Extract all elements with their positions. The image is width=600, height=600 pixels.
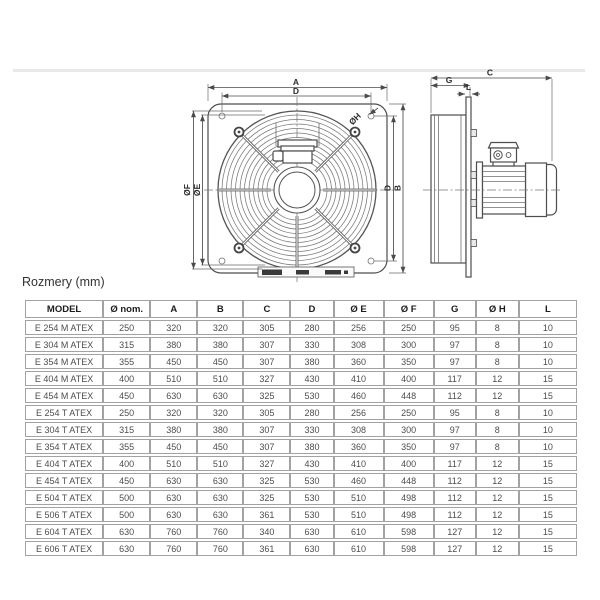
table-cell: E 354 T ATEX bbox=[25, 439, 103, 454]
column-header: Ø H bbox=[476, 300, 519, 318]
table-cell: 320 bbox=[197, 320, 243, 335]
table-cell: E 304 T ATEX bbox=[25, 422, 103, 437]
table-cell: 355 bbox=[103, 439, 150, 454]
column-header: A bbox=[150, 300, 197, 318]
table-cell: E 354 M ATEX bbox=[25, 354, 103, 369]
column-header: C bbox=[243, 300, 290, 318]
table-cell: 380 bbox=[150, 337, 197, 352]
table-cell: 315 bbox=[103, 337, 150, 352]
table-cell: 127 bbox=[434, 524, 476, 539]
table-cell: 380 bbox=[150, 422, 197, 437]
svg-text:C: C bbox=[486, 67, 494, 78]
table-cell: 355 bbox=[103, 354, 150, 369]
table-cell: 15 bbox=[519, 507, 577, 522]
table-cell: 308 bbox=[334, 337, 384, 352]
table-cell: 760 bbox=[197, 524, 243, 539]
table-cell: 325 bbox=[243, 388, 290, 403]
table-cell: 315 bbox=[103, 422, 150, 437]
table-cell: E 504 T ATEX bbox=[25, 490, 103, 505]
table-cell: 500 bbox=[103, 490, 150, 505]
table-row bbox=[25, 439, 577, 454]
table-cell: 8 bbox=[476, 354, 519, 369]
table-cell: 307 bbox=[243, 422, 290, 437]
table-cell: 15 bbox=[519, 541, 577, 556]
table-cell: 12 bbox=[476, 507, 519, 522]
table-cell: 360 bbox=[334, 354, 384, 369]
column-header: MODEL bbox=[25, 300, 103, 318]
table-cell: 400 bbox=[384, 456, 434, 471]
table-cell: 112 bbox=[434, 490, 476, 505]
table-cell: 307 bbox=[243, 337, 290, 352]
table-cell: 330 bbox=[290, 422, 333, 437]
table-cell: 112 bbox=[434, 507, 476, 522]
table-row bbox=[25, 473, 577, 488]
table-cell: 256 bbox=[334, 320, 384, 335]
table-cell: 760 bbox=[150, 541, 197, 556]
table-cell: 10 bbox=[519, 422, 577, 437]
column-header: Ø F bbox=[384, 300, 434, 318]
svg-text:G: G bbox=[445, 75, 453, 85]
table-cell: 360 bbox=[334, 439, 384, 454]
table-cell: 8 bbox=[476, 405, 519, 420]
table-cell: 510 bbox=[197, 371, 243, 386]
table-cell: 498 bbox=[384, 507, 434, 522]
table-cell: E 404 M ATEX bbox=[25, 371, 103, 386]
table-cell: 12 bbox=[476, 371, 519, 386]
table-cell: 350 bbox=[384, 354, 434, 369]
table-cell: 320 bbox=[197, 405, 243, 420]
table-cell: 250 bbox=[103, 320, 150, 335]
table-cell: 256 bbox=[334, 405, 384, 420]
cable-gland bbox=[494, 151, 502, 159]
table-cell: 510 bbox=[334, 507, 384, 522]
plate-bolts bbox=[471, 130, 477, 247]
table-cell: 400 bbox=[384, 371, 434, 386]
table-cell: 448 bbox=[384, 388, 434, 403]
table-cell: 15 bbox=[519, 371, 577, 386]
table-cell: 450 bbox=[150, 439, 197, 454]
column-header: D bbox=[290, 300, 333, 318]
table-cell: 630 bbox=[290, 524, 333, 539]
table-row bbox=[25, 405, 577, 420]
table-cell: 8 bbox=[476, 422, 519, 437]
header-row bbox=[25, 300, 577, 318]
terminal-box-side bbox=[489, 143, 519, 163]
table-cell: 308 bbox=[334, 422, 384, 437]
table-cell: 320 bbox=[150, 320, 197, 335]
table-cell: 610 bbox=[334, 541, 384, 556]
table-cell: 630 bbox=[290, 541, 333, 556]
table-cell: 250 bbox=[384, 320, 434, 335]
table-cell: 12 bbox=[476, 490, 519, 505]
table-cell: 630 bbox=[197, 490, 243, 505]
table-cell: 95 bbox=[434, 320, 476, 335]
motor bbox=[477, 161, 557, 218]
table-cell: 530 bbox=[290, 490, 333, 505]
table-row bbox=[25, 507, 577, 522]
table-cell: 460 bbox=[334, 473, 384, 488]
table-cell: 350 bbox=[384, 439, 434, 454]
table-cell: 450 bbox=[103, 473, 150, 488]
table-cell: 12 bbox=[476, 473, 519, 488]
table-cell: 430 bbox=[290, 456, 333, 471]
column-header: Ø E bbox=[334, 300, 384, 318]
table-cell: E 604 T ATEX bbox=[25, 524, 103, 539]
table-row bbox=[25, 422, 577, 437]
table-cell: 630 bbox=[197, 388, 243, 403]
table-cell: 117 bbox=[434, 371, 476, 386]
table-cell: 760 bbox=[150, 524, 197, 539]
table-cell: 8 bbox=[476, 337, 519, 352]
table-cell: 410 bbox=[334, 371, 384, 386]
table-cell: 117 bbox=[434, 456, 476, 471]
table-cell: E 606 T ATEX bbox=[25, 541, 103, 556]
table-cell: 10 bbox=[519, 320, 577, 335]
table-cell: 530 bbox=[290, 473, 333, 488]
table-cell: 97 bbox=[434, 354, 476, 369]
table-cell: 460 bbox=[334, 388, 384, 403]
table-cell: 12 bbox=[476, 388, 519, 403]
table-cell: 327 bbox=[243, 371, 290, 386]
table-cell: 760 bbox=[197, 541, 243, 556]
table-cell: 410 bbox=[334, 456, 384, 471]
table-cell: 15 bbox=[519, 456, 577, 471]
column-header: G bbox=[434, 300, 476, 318]
table-row bbox=[25, 354, 577, 369]
table-cell: 300 bbox=[384, 422, 434, 437]
table-cell: 450 bbox=[150, 354, 197, 369]
table-cell: 112 bbox=[434, 388, 476, 403]
table-cell: 630 bbox=[197, 473, 243, 488]
table-row bbox=[25, 524, 577, 539]
table-cell: 630 bbox=[103, 541, 150, 556]
table-cell: E 254 T ATEX bbox=[25, 405, 103, 420]
table-cell: E 304 M ATEX bbox=[25, 337, 103, 352]
dimensions-table-wrap bbox=[25, 298, 577, 558]
table-cell: 510 bbox=[197, 456, 243, 471]
table-cell: 510 bbox=[150, 456, 197, 471]
page-title: Rozmery (mm) bbox=[22, 275, 105, 289]
table-row bbox=[25, 490, 577, 505]
svg-text:A: A bbox=[292, 77, 300, 87]
svg-text:D: D bbox=[382, 184, 393, 192]
table-cell: 340 bbox=[243, 524, 290, 539]
table-cell: 300 bbox=[384, 337, 434, 352]
dimension-b bbox=[389, 104, 406, 273]
table-cell: 630 bbox=[150, 507, 197, 522]
table-cell: 280 bbox=[290, 405, 333, 420]
table-cell: 630 bbox=[150, 473, 197, 488]
table-cell: 325 bbox=[243, 473, 290, 488]
table-cell: 305 bbox=[243, 405, 290, 420]
table-cell: 530 bbox=[290, 388, 333, 403]
cable-gland-small bbox=[506, 153, 511, 158]
table-row bbox=[25, 456, 577, 471]
plate-edge bbox=[466, 97, 471, 277]
table-cell: 10 bbox=[519, 337, 577, 352]
table-cell: 380 bbox=[197, 422, 243, 437]
table-cell: 250 bbox=[103, 405, 150, 420]
table-cell: 127 bbox=[434, 541, 476, 556]
table-cell: 510 bbox=[150, 371, 197, 386]
column-header: L bbox=[519, 300, 577, 318]
table-cell: 10 bbox=[519, 439, 577, 454]
svg-text:B: B bbox=[392, 184, 403, 192]
fan-side-view bbox=[423, 68, 561, 278]
table-cell: 510 bbox=[334, 490, 384, 505]
table-cell: 400 bbox=[103, 371, 150, 386]
table-cell: 10 bbox=[519, 354, 577, 369]
table-cell: 15 bbox=[519, 490, 577, 505]
table-cell: 430 bbox=[290, 371, 333, 386]
table-cell: 327 bbox=[243, 456, 290, 471]
table-cell: 361 bbox=[243, 507, 290, 522]
table-cell: 95 bbox=[434, 405, 476, 420]
table-cell: 10 bbox=[519, 405, 577, 420]
table-cell: E 254 M ATEX bbox=[25, 320, 103, 335]
table-cell: 400 bbox=[103, 456, 150, 471]
table-cell: E 454 T ATEX bbox=[25, 473, 103, 488]
table-cell: 610 bbox=[334, 524, 384, 539]
hub-inner bbox=[279, 172, 315, 208]
dimensions-table bbox=[25, 298, 577, 558]
table-cell: 380 bbox=[290, 439, 333, 454]
table-cell: 97 bbox=[434, 337, 476, 352]
table-cell: 361 bbox=[243, 541, 290, 556]
dimension-l bbox=[457, 82, 480, 94]
table-row bbox=[25, 320, 577, 335]
table-cell: 12 bbox=[476, 541, 519, 556]
table-cell: E 404 T ATEX bbox=[25, 456, 103, 471]
table-cell: 15 bbox=[519, 473, 577, 488]
table-cell: 598 bbox=[384, 524, 434, 539]
table-cell: E 454 M ATEX bbox=[25, 388, 103, 403]
table-cell: 450 bbox=[197, 439, 243, 454]
table-cell: 630 bbox=[150, 388, 197, 403]
table-cell: 630 bbox=[103, 524, 150, 539]
table-cell: 280 bbox=[290, 320, 333, 335]
table-cell: 250 bbox=[384, 405, 434, 420]
table-cell: 15 bbox=[519, 388, 577, 403]
fan-front-view bbox=[182, 77, 406, 283]
table-row bbox=[25, 541, 577, 556]
table-cell: 450 bbox=[103, 388, 150, 403]
table-cell: 12 bbox=[476, 456, 519, 471]
svg-text:L: L bbox=[465, 82, 472, 92]
table-cell: 325 bbox=[243, 490, 290, 505]
table-cell: 530 bbox=[290, 507, 333, 522]
table-cell: 15 bbox=[519, 524, 577, 539]
table-cell: 8 bbox=[476, 439, 519, 454]
table-cell: 307 bbox=[243, 354, 290, 369]
svg-text:D: D bbox=[292, 86, 300, 96]
table-cell: 630 bbox=[150, 490, 197, 505]
table-row bbox=[25, 371, 577, 386]
column-header: B bbox=[197, 300, 243, 318]
svg-text:ØF: ØF bbox=[182, 184, 192, 196]
table-cell: 305 bbox=[243, 320, 290, 335]
table-cell: 448 bbox=[384, 473, 434, 488]
table-cell: 598 bbox=[384, 541, 434, 556]
table-cell: 330 bbox=[290, 337, 333, 352]
table-cell: 8 bbox=[476, 320, 519, 335]
table-cell: 112 bbox=[434, 473, 476, 488]
table-cell: 450 bbox=[197, 354, 243, 369]
svg-text:ØE: ØE bbox=[192, 183, 202, 197]
table-cell: 380 bbox=[197, 337, 243, 352]
table-cell: 380 bbox=[290, 354, 333, 369]
table-cell: 498 bbox=[384, 490, 434, 505]
table-cell: 12 bbox=[476, 524, 519, 539]
nameplate bbox=[258, 267, 354, 277]
svg-text:ØH: ØH bbox=[346, 110, 363, 127]
table-row bbox=[25, 388, 577, 403]
table-cell: 500 bbox=[103, 507, 150, 522]
table-cell: 630 bbox=[197, 507, 243, 522]
table-cell: 320 bbox=[150, 405, 197, 420]
table-cell: 97 bbox=[434, 422, 476, 437]
table-cell: 97 bbox=[434, 439, 476, 454]
table-cell: E 506 T ATEX bbox=[25, 507, 103, 522]
table-cell: 307 bbox=[243, 439, 290, 454]
column-header: Ø nom. bbox=[103, 300, 150, 318]
table-row bbox=[25, 337, 577, 352]
